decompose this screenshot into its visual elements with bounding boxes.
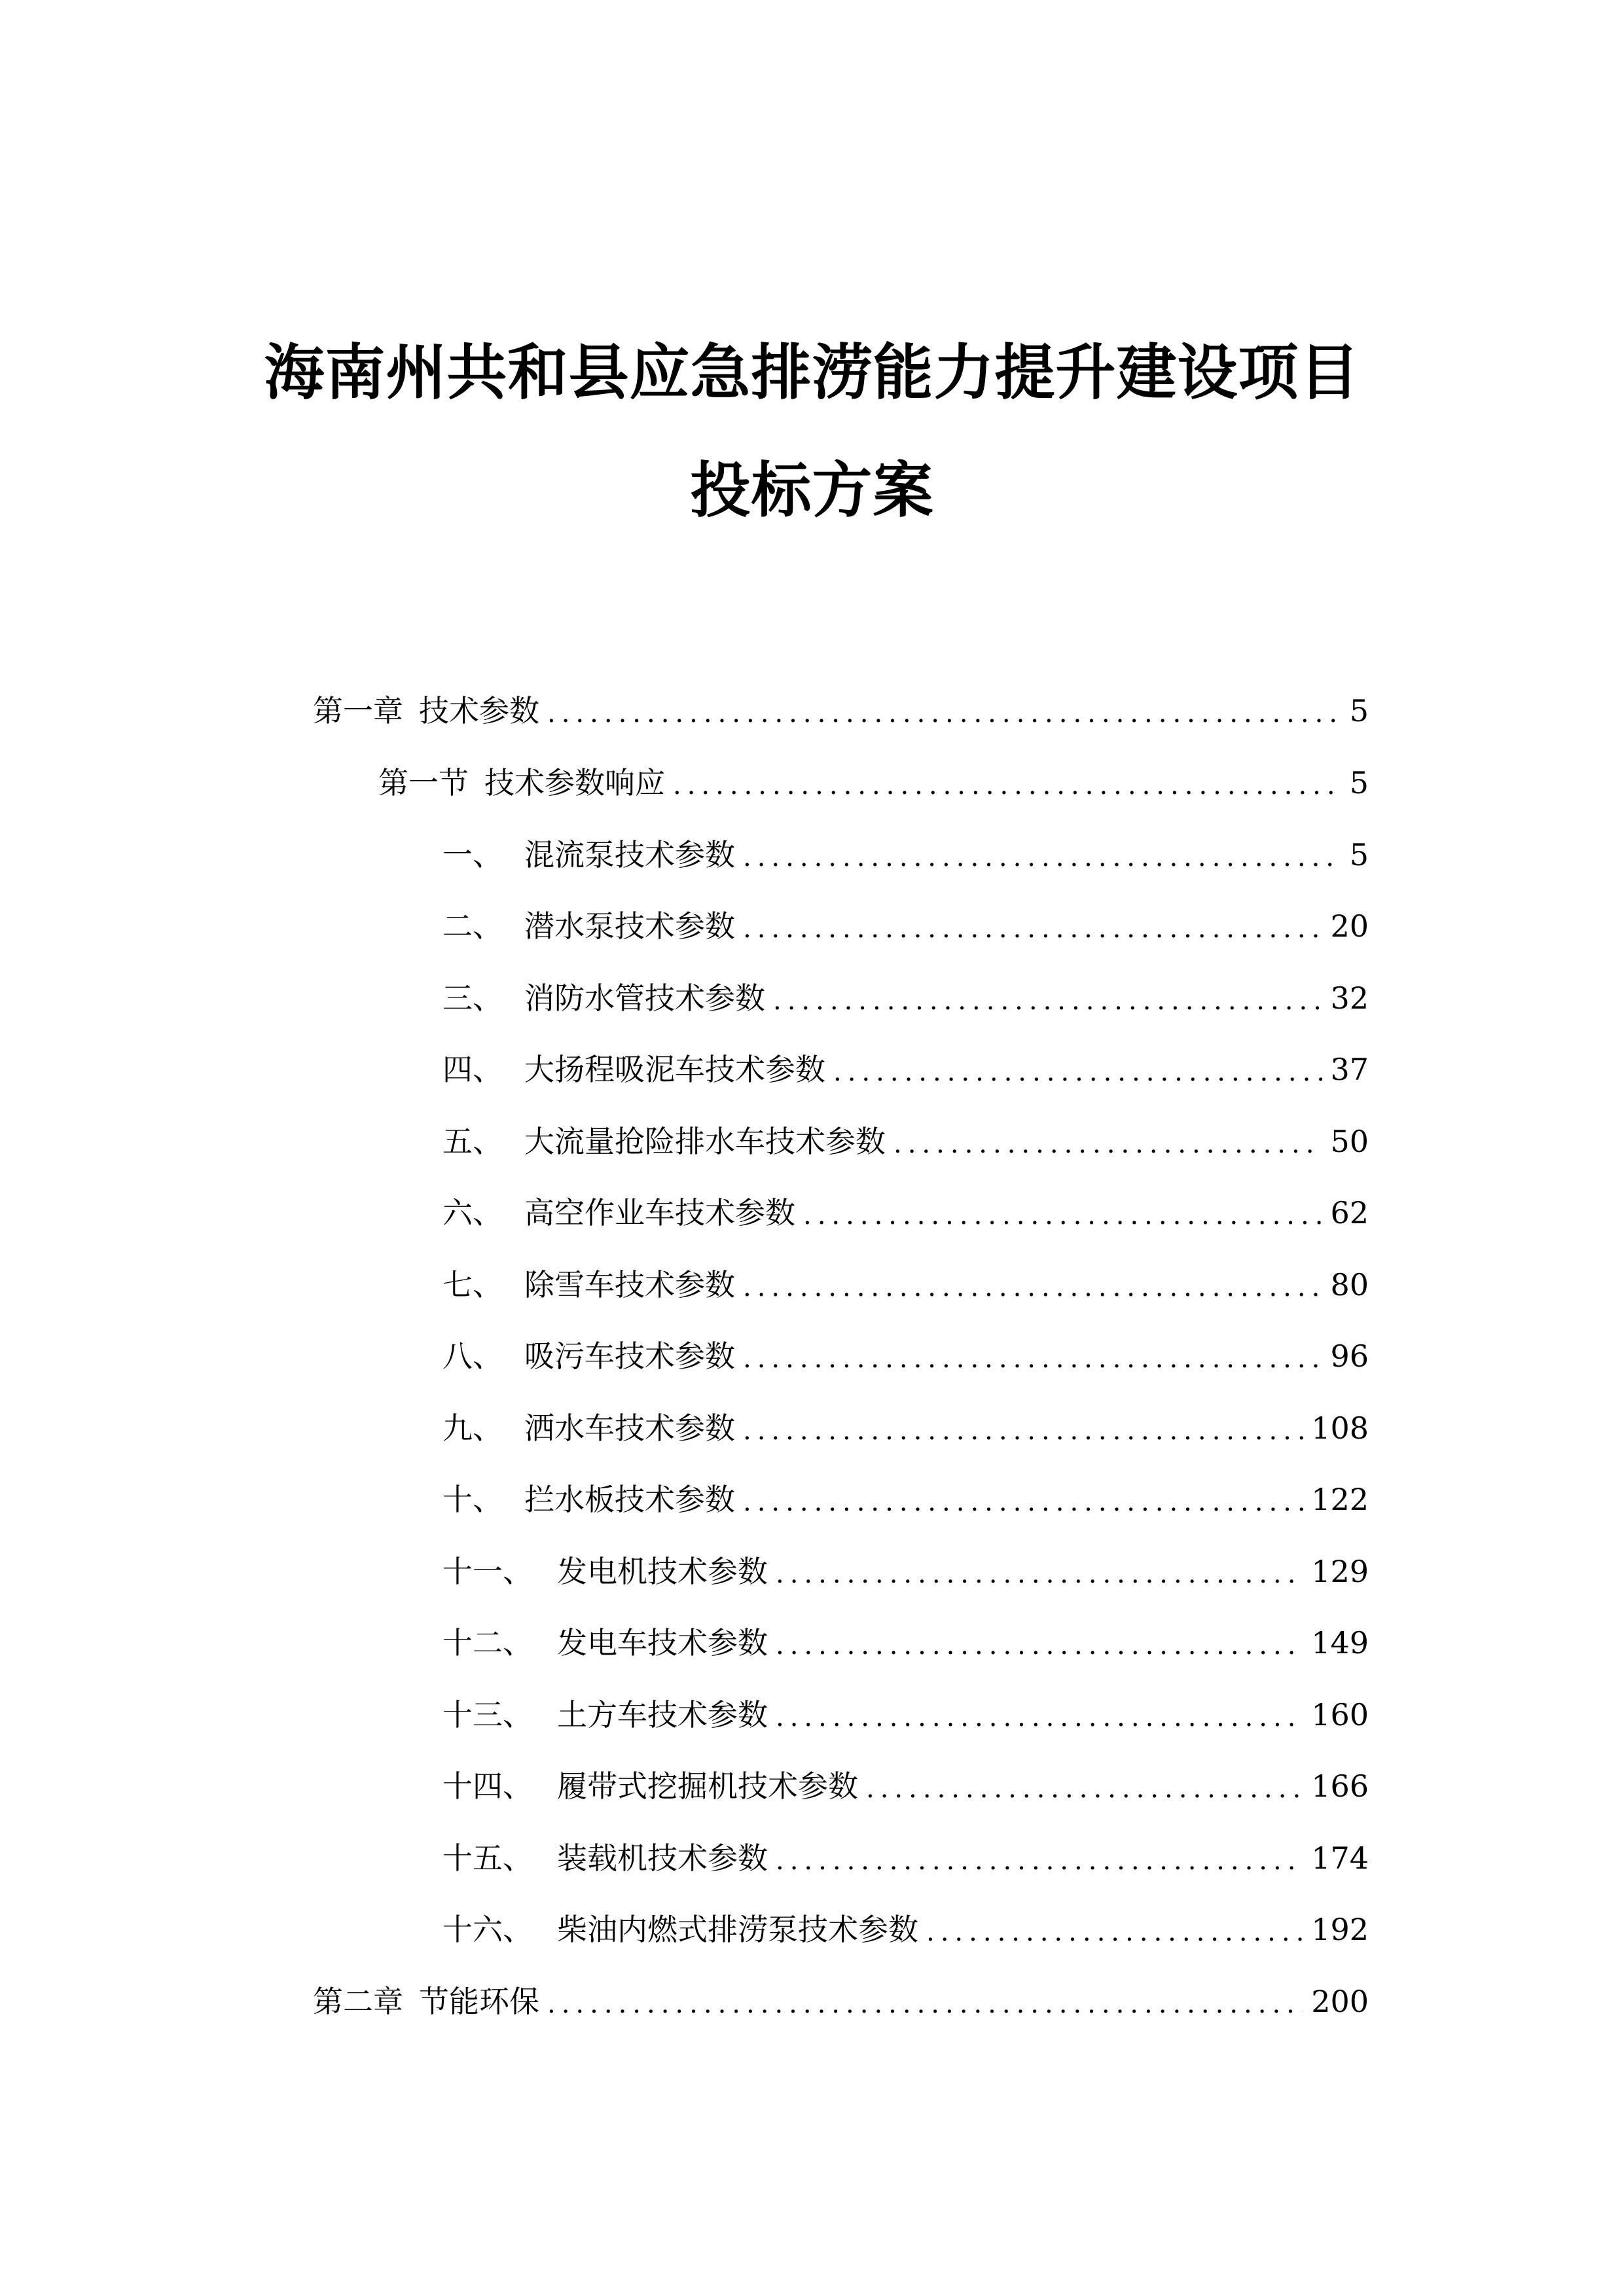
toc-entry-label: 潜水泵技术参数: [524, 908, 735, 944]
toc-entry-section-1[interactable]: [378, 757, 1369, 809]
toc-entry-label: 土方车技术参数: [557, 1697, 768, 1732]
toc-entry-item[interactable]: [442, 1760, 1369, 1812]
toc-dot-leader: [776, 1691, 1303, 1744]
toc-entry-number: 十三、: [442, 1697, 533, 1732]
toc-entry-number: 一、: [442, 837, 503, 872]
toc-entry-label: 履带式挖掘机技术参数: [557, 1768, 858, 1804]
toc-entry-number: 第一节: [378, 765, 469, 800]
toc-dot-leader: [547, 1978, 1303, 2030]
toc-dot-leader: [743, 1333, 1322, 1385]
toc-entry-label: 技术参数响应: [484, 765, 665, 800]
toc-entry-page: 174: [1311, 1840, 1369, 1876]
toc-entry-label: 技术参数: [419, 693, 539, 728]
toc-entry-label: 混流泵技术参数: [524, 837, 735, 872]
toc-entry-label: 装载机技术参数: [557, 1840, 768, 1876]
toc-dot-leader: [673, 759, 1342, 812]
toc-dot-leader: [547, 687, 1342, 740]
toc-entry-item[interactable]: [442, 1402, 1369, 1454]
toc-entry-page: 5: [1349, 693, 1369, 728]
toc-entry-number: 十六、: [442, 1912, 533, 1947]
toc-entry-item[interactable]: [442, 1043, 1369, 1096]
toc-dot-leader: [803, 1189, 1322, 1242]
toc-dot-leader: [776, 1835, 1303, 1887]
document-title-line-2: 投标方案: [690, 456, 934, 526]
toc-entry-page: 166: [1311, 1768, 1369, 1804]
toc-entry-page: 122: [1311, 1482, 1369, 1517]
toc-dot-leader: [743, 1476, 1303, 1528]
toc-entry-label: 发电车技术参数: [557, 1625, 768, 1660]
toc-entry-page: 160: [1311, 1697, 1369, 1732]
toc-entry-page: 20: [1330, 908, 1369, 944]
toc-entry-item[interactable]: [442, 1545, 1369, 1598]
toc-entry-item[interactable]: [442, 972, 1369, 1024]
toc-entry-number: 二、: [442, 908, 503, 944]
toc-entry-item[interactable]: [442, 1259, 1369, 1311]
toc-entry-item[interactable]: [442, 1903, 1369, 1956]
toc-entry-number: 四、: [442, 1052, 503, 1087]
toc-entry-number: 五、: [442, 1124, 503, 1159]
toc-entry-label: 大扬程吸泥车技术参数: [524, 1052, 825, 1087]
toc-dot-leader: [773, 975, 1322, 1027]
toc-dot-leader: [833, 1046, 1322, 1098]
toc-entry-page: 108: [1311, 1410, 1369, 1446]
toc-entry-page: 96: [1330, 1338, 1369, 1374]
toc-dot-leader: [893, 1118, 1322, 1170]
document-title-line-1: 海南州共和县应急排涝能力提升建设项目: [264, 338, 1360, 408]
toc-entry-label: 洒水车技术参数: [524, 1410, 735, 1446]
toc-entry-number: 第二章: [313, 1984, 403, 2019]
toc-dot-leader: [743, 831, 1342, 884]
toc-entry-number: 十、: [442, 1482, 503, 1517]
toc-entry-label: 大流量抢险排水车技术参数: [524, 1124, 886, 1159]
toc-dot-leader: [743, 1261, 1322, 1314]
toc-entry-chapter-1[interactable]: [313, 685, 1369, 737]
toc-entry-page: 5: [1349, 765, 1369, 800]
toc-entry-number: 六、: [442, 1195, 503, 1230]
toc-entry-item[interactable]: [442, 1187, 1369, 1239]
toc-entry-number: 九、: [442, 1410, 503, 1446]
toc-entry-label: 柴油内燃式排涝泵技术参数: [557, 1912, 918, 1947]
toc-entry-item[interactable]: [442, 829, 1369, 881]
toc-entry-label: 吸污车技术参数: [524, 1338, 735, 1374]
toc-entry-item[interactable]: [442, 900, 1369, 952]
toc-entry-page: 32: [1330, 980, 1369, 1016]
toc-entry-chapter-2[interactable]: [313, 1975, 1369, 2028]
toc-entry-label: 消防水管技术参数: [524, 980, 765, 1016]
toc-entry-number: 第一章: [313, 693, 403, 728]
toc-entry-page: 62: [1330, 1195, 1369, 1230]
toc-entry-number: 七、: [442, 1267, 503, 1302]
toc-entry-label: 除雪车技术参数: [524, 1267, 735, 1302]
toc-dot-leader: [776, 1548, 1303, 1600]
toc-entry-label: 节能环保: [419, 1984, 539, 2019]
toc-entry-number: 十五、: [442, 1840, 533, 1876]
toc-entry-page: 192: [1311, 1912, 1369, 1947]
toc-dot-leader: [743, 1405, 1303, 1457]
toc-entry-page: 200: [1311, 1984, 1369, 2019]
toc-dot-leader: [926, 1906, 1303, 1958]
toc-entry-page: 37: [1330, 1052, 1369, 1087]
toc-entry-label: 拦水板技术参数: [524, 1482, 735, 1517]
toc-entry-item[interactable]: [442, 1832, 1369, 1884]
toc-dot-leader: [743, 903, 1322, 955]
toc-entry-page: 5: [1349, 837, 1369, 872]
toc-entry-item[interactable]: [442, 1473, 1369, 1526]
toc-entry-number: 十一、: [442, 1554, 533, 1589]
toc-entry-item[interactable]: [442, 1115, 1369, 1168]
toc-entry-page: 129: [1311, 1554, 1369, 1589]
toc-entry-number: 三、: [442, 980, 503, 1016]
toc-entry-item[interactable]: [442, 1689, 1369, 1741]
toc-dot-leader: [866, 1763, 1303, 1815]
toc-entry-item[interactable]: [442, 1617, 1369, 1669]
toc-entry-page: 80: [1330, 1267, 1369, 1302]
toc-entry-number: 十二、: [442, 1625, 533, 1660]
toc-entry-page: 149: [1311, 1625, 1369, 1660]
toc-entry-page: 50: [1330, 1124, 1369, 1159]
toc-entry-number: 十四、: [442, 1768, 533, 1804]
toc-dot-leader: [776, 1619, 1303, 1672]
toc-entry-label: 发电机技术参数: [557, 1554, 768, 1589]
toc-entry-item[interactable]: [442, 1330, 1369, 1382]
toc-entry-label: 高空作业车技术参数: [524, 1195, 795, 1230]
toc-entry-number: 八、: [442, 1338, 503, 1374]
